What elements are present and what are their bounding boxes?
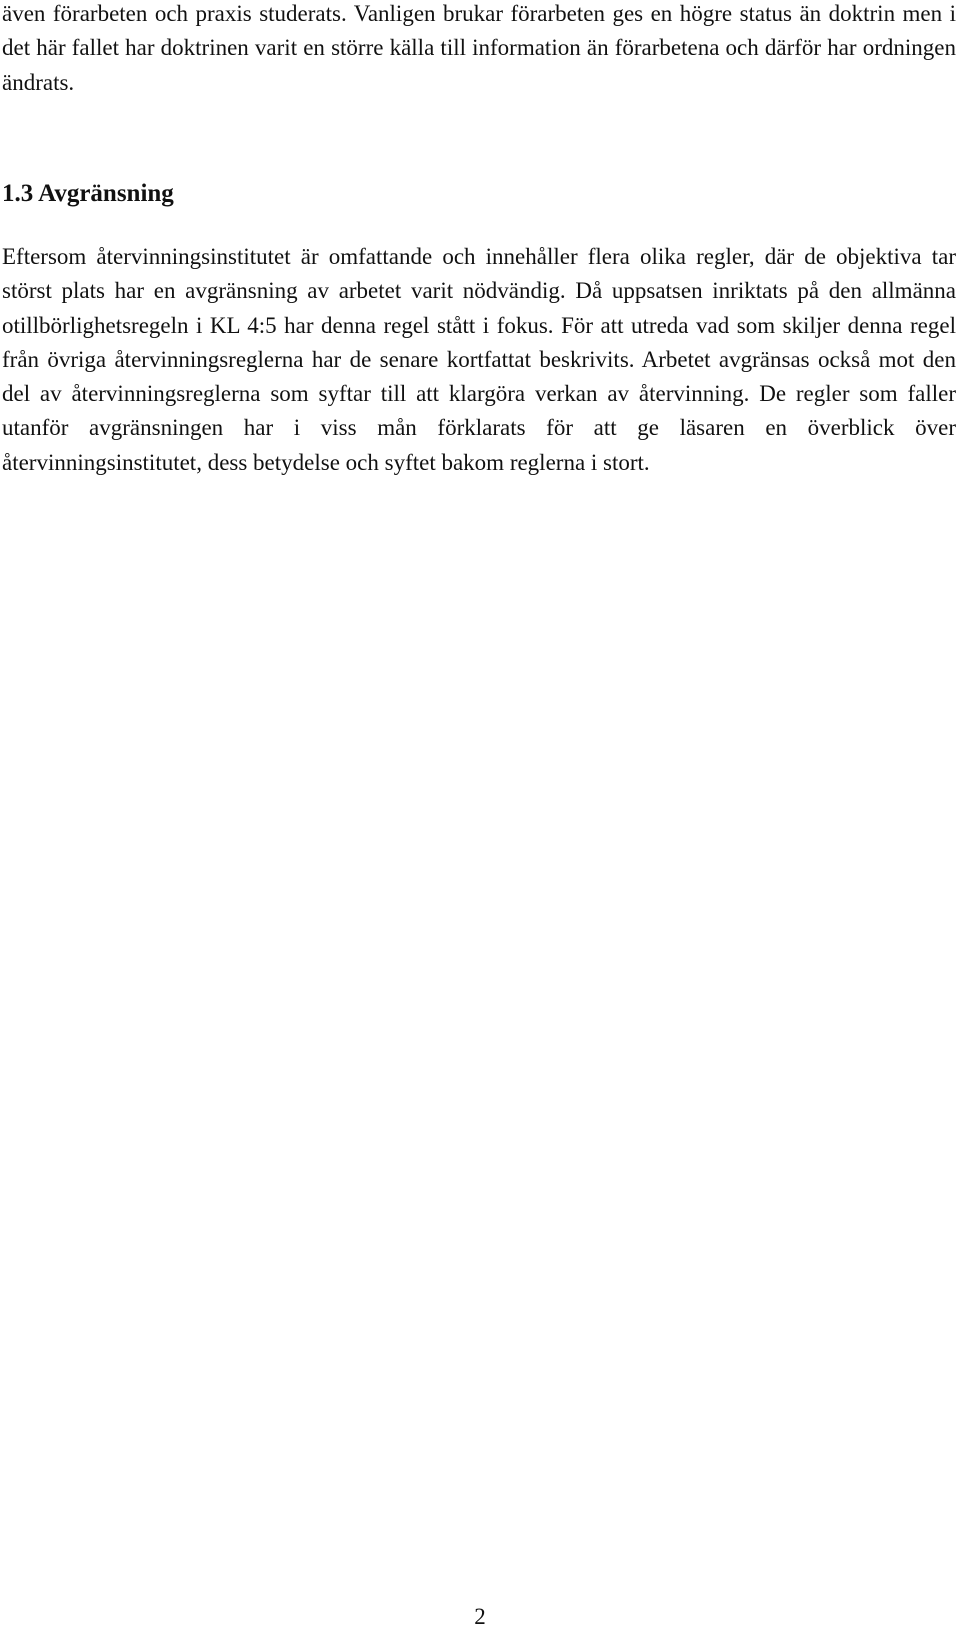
section-heading: 1.3 Avgränsning <box>2 180 174 207</box>
intro-paragraph: även förarbeten och praxis studerats. Vanligen brukar förarbeten ges en högre status än doktrin men i det här fallet har doktrinen varit en större källa till information än förarbetena och därför har ordningen ändrats. <box>2 1 956 95</box>
section-paragraph: Eftersom återvinningsinstitutet är omfattande och innehåller flera olika regler, där de objektiva tar störst plats har en avgränsning av arbetet varit nödvändig. Då uppsatsen inriktats på den allmänna otillbörlighetsregeln i KL 4:5 har denna regel stått i fokus. För att utreda vad som skiljer denna regel från övriga återvinningsreglerna har de senare kortfattat beskrivits. Arbetet avgränsas också mot den del av återvinningsreglerna som syftar till att klargöra verkan av återvinning. De regler som faller utanför avgränsningen har i viss mån förklarats för att ge läsaren en överblick över återvinningsinstitutet, dess betydelse och syftet bakom reglerna i stort. <box>2 244 956 475</box>
page-number: 2 <box>474 1604 486 1629</box>
